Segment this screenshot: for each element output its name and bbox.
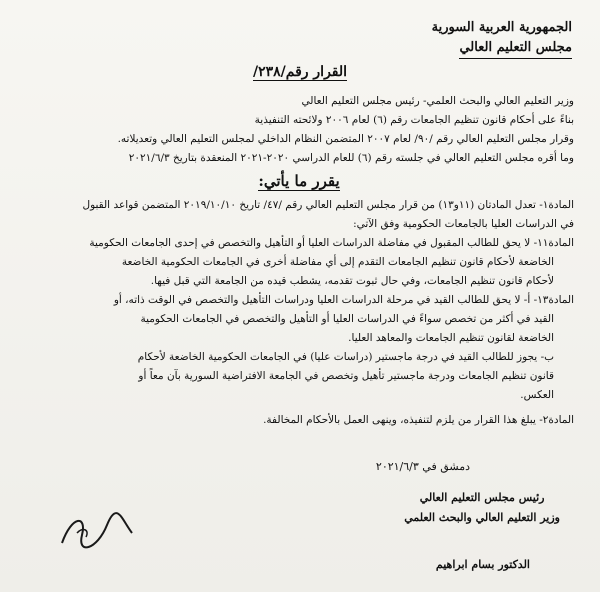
handwritten-signature (52, 505, 142, 555)
preamble-line: وقرار مجلس التعليم العالي رقم /٩٠/ لعام ٢٠٠٧ المتضمن النظام الداخلي لمجلس التعليم العالي وتعديلاته. (117, 133, 574, 145)
article-line: ب- يجوز للطالب القيد في درجة ماجستير (دراسات عليا) في الجامعات الحكومية الخاضعة لأحكام (137, 351, 554, 363)
decides-text: يقرر ما يأتي: (258, 172, 340, 190)
article-line: المادة١١- لا يحق للطالب المقبول في مفاضلة الدراسات العليا أو التأهيل والتخصص في إحدى الجامعات الحكومية (89, 237, 574, 249)
article-line: لأحكام قانون تنظيم الجامعات، وفي حال ثبوت تقدمه، يشطب قيده من الجامعة التي قبل فيها. (150, 275, 554, 287)
signer-name: الدكتور بسام ابراهيم (435, 558, 530, 571)
article-line: قانون تنظيم الجامعات ودرجة ماجستير تأهيل وتخصص في الجامعة الافتراضية السورية بآن معاً أو (138, 370, 554, 382)
decision-number (0, 64, 600, 80)
article-line: المادة١- تعدل المادتان (١١و١٣) من قرار مجلس التعليم العالي رقم /٤٧/ تاريخ ٢٠١٩/١٠/١٠ المتضمن قواعد القبول (82, 199, 574, 211)
article-line: القيد في أكثر من تخصص سواءً في الدراسات العليا أو التأهيل والتخصص في الجامعات الحكومية (140, 313, 554, 325)
document-body (24, 92, 574, 430)
decides-heading (24, 172, 574, 190)
article-line: الخاضعة لأحكام قانون تنظيم الجامعات التقدم إلى أي مفاضلة أخرى في الجامعات الحكومية الخاضعة (121, 256, 554, 268)
article-line: الخاضعة لقانون تنظيم الجامعات والمعاهد العليا. (348, 332, 554, 344)
decision-date: دمشق في ٢٠٢١/٦/٣ (375, 460, 470, 473)
country-name: الجمهورية العربية السورية (431, 20, 572, 35)
preamble-line: بناءً على أحكام قانون تنظيم الجامعات رقم (٦) لعام ٢٠٠٦ ولائحته التنفيذية (254, 114, 574, 126)
preamble-line: وزير التعليم العالي والبحث العلمي- رئيس مجلس التعليم العالي (301, 95, 574, 107)
article-line: في الدراسات العليا بالجامعات الحكومية وفق الآتي: (353, 218, 574, 230)
signer-title-1: رئيس مجلس التعليم العالي (419, 491, 545, 504)
preamble-line: وما أقره مجلس التعليم العالي في جلسته رقم (٦) للعام الدراسي ٢٠٢٠-٢٠٢١ المنعقدة بتاريخ ٢٠٢١/٦/٣ (128, 152, 574, 164)
letterhead (432, 18, 572, 59)
decision-number-text: القرار رقم/٢٣٨/ (252, 64, 348, 80)
signature-block (404, 488, 560, 528)
article-line: المادة١٣- أ- لا يحق للطالب القيد في مرحلة الدراسات العليا ودراسات التأهيل والتخصص في الوقت ذاته، أو (113, 294, 574, 306)
article-2: المادة٢- يبلغ هذا القرار من يلزم لتنفيذه، وينهى العمل بالأحكام المخالفة. (263, 414, 574, 426)
article-line: العكس. (520, 389, 554, 401)
signer-title-2: وزير التعليم العالي والبحث العلمي (404, 511, 560, 524)
council-name: مجلس التعليم العالي (459, 38, 572, 59)
